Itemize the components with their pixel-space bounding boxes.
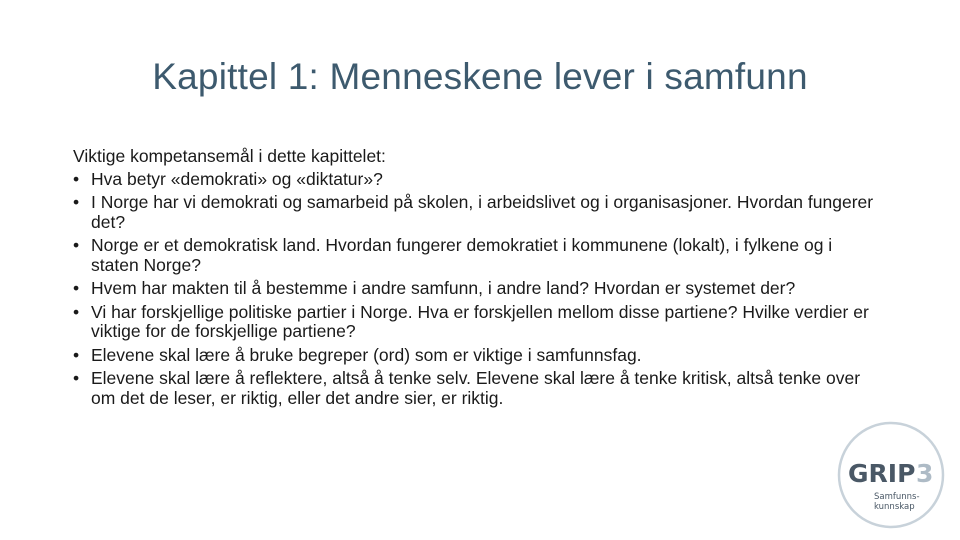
grip-logo <box>836 420 946 530</box>
bullet-icon: • <box>73 192 80 212</box>
list-item <box>73 346 883 366</box>
bullet-icon: • <box>73 344 80 365</box>
list-item <box>73 369 883 408</box>
bullet-icon: • <box>73 368 80 388</box>
list-item <box>73 193 883 232</box>
list-item-text: Norge er et demokratisk land. Hvordan fungerer demokratiet i kommunene (lokalt), i fylkene og i staten Norge? <box>91 235 833 275</box>
bullet-icon: • <box>73 235 80 255</box>
logo-number: 3 <box>916 459 934 488</box>
list-item <box>73 303 883 342</box>
slide-title: Kapittel 1: Menneskene lever i samfunn <box>152 56 808 97</box>
slide-body <box>73 145 883 412</box>
list-item-text: Elevene skal lære å reflektere, altså å tenke selv. Elevene skal lære å tenke kritisk, altså tenke over om det de leser, er riktig, eller det andre sier, er riktig. <box>91 368 861 408</box>
list-item-text: Vi har forskjellige politiske partier i Norge. Hva er forskjellen mellom disse partiene? Hvilke verdier er viktige for de forskjellige partiene? <box>91 301 869 341</box>
list-item-text: Elevene skal lære å bruke begreper (ord) som er viktige i samfunnsfag. <box>91 344 642 365</box>
list-item <box>73 236 883 275</box>
list-item-text: Hvem har makten til å bestemme i andre samfunn, i andre land? Hvordan er systemet der? <box>91 278 796 298</box>
list-item <box>73 170 883 190</box>
competence-list <box>73 170 883 409</box>
bullet-icon: • <box>73 278 80 298</box>
logo-subtitle-1: Samfunns- <box>874 492 920 502</box>
bullet-icon: • <box>73 168 80 189</box>
bullet-icon: • <box>73 301 80 322</box>
list-item-text: I Norge har vi demokrati og samarbeid på skolen, i arbeidslivet og i organisasjoner. Hvordan fungerer det? <box>91 192 874 232</box>
list-item <box>73 279 883 299</box>
list-item-text: Hva betyr «demokrati» og «diktatur»? <box>91 168 383 189</box>
logo-subtitle-2: kunnskap <box>874 502 915 512</box>
logo-word: GRIP <box>848 459 916 488</box>
intro-text: Viktige kompetansemål i dette kapittelet: <box>73 146 386 166</box>
